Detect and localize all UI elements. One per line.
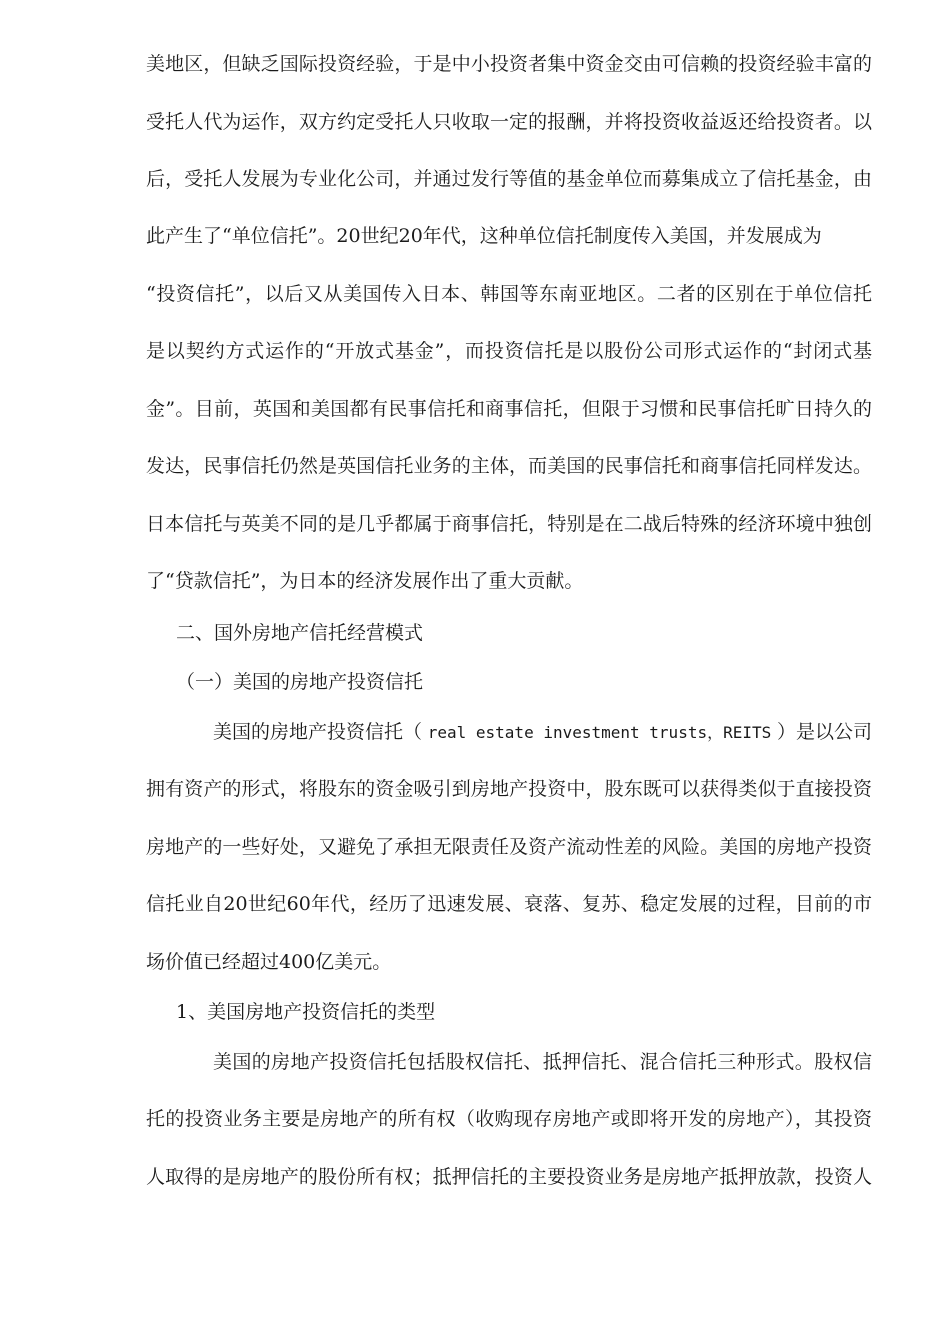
paragraph-2-line-4: 信托业自20世纪60年代，经历了迅速发展、衰落、复苏、稳定发展的过程，目前的市 xyxy=(146,893,872,915)
paragraph-2-line-2: 拥有资产的形式，将股东的资金吸引到房地产投资中，股东既可以获得类似于直接投资 xyxy=(146,778,872,800)
paragraph-3-line-2: 托的投资业务主要是房地产的所有权（收购现存房地产或即将开发的房地产），其投资 xyxy=(146,1108,872,1130)
paragraph-2-line-1 xyxy=(213,720,872,744)
paragraph-2-line-1-suffix: ）是以公司 xyxy=(776,721,872,743)
paragraph-1-line-8: 发达，民事信托仍然是英国信托业务的主体，而美国的民事信托和商事信托同样发达。 xyxy=(146,455,872,477)
paragraph-1-line-3: 后，受托人发展为专业化公司，并通过发行等值的基金单位而募集成立了信托基金，由 xyxy=(146,168,872,190)
paragraph-3-line-3: 人取得的是房地产的股份所有权；抵押信托的主要投资业务是房地产抵押放款，投资人 xyxy=(146,1166,872,1188)
paragraph-1-line-4: 此产生了“单位信托”。20世纪20年代，这种单位信托制度传入美国，并发展成为 xyxy=(146,225,822,247)
paragraph-2-line-1-latin: real estate investment trusts，REITS xyxy=(427,723,772,742)
paragraph-1-line-2: 受托人代为运作，双方约定受托人只收取一定的报酬，并将投资收益返还给投资者。以 xyxy=(146,111,872,133)
paragraph-1-line-7: 金”。目前，英国和美国都有民事信托和商事信托，但限于习惯和民事信托旷日持久的 xyxy=(146,398,872,420)
paragraph-3-line-1: 美国的房地产投资信托包括股权信托、抵押信托、混合信托三种形式。股权信 xyxy=(213,1051,872,1073)
paragraph-2-line-5: 场价值已经超过400亿美元。 xyxy=(146,951,392,973)
paragraph-1-line-9: 日本信托与英美不同的是几乎都属于商事信托，特别是在二战后特殊的经济环境中独创 xyxy=(146,513,872,535)
paragraph-1-line-5: “投资信托”，以后又从美国传入日本、韩国等东南亚地区。二者的区别在于单位信托 xyxy=(146,283,872,305)
subsection-heading: （一）美国的房地产投资信托 xyxy=(176,671,424,693)
paragraph-1-line-1: 美地区，但缺乏国际投资经验，于是中小投资者集中资金交由可信赖的投资经验丰富的 xyxy=(146,53,872,75)
paragraph-2-line-1-prefix: 美国的房地产投资信托（ xyxy=(213,721,423,743)
paragraph-1-line-10: 了“贷款信托”，为日本的经济发展作出了重大贡献。 xyxy=(146,570,584,592)
paragraph-1-line-6: 是以契约方式运作的“开放式基金”，而投资信托是以股份公司形式运作的“封闭式基 xyxy=(146,340,872,362)
section-heading: 二、国外房地产信托经营模式 xyxy=(176,622,424,644)
item-heading: 1、美国房地产投资信托的类型 xyxy=(176,1001,436,1023)
paragraph-2-line-3: 房地产的一些好处，又避免了承担无限责任及资产流动性差的风险。美国的房地产投资 xyxy=(146,836,872,858)
